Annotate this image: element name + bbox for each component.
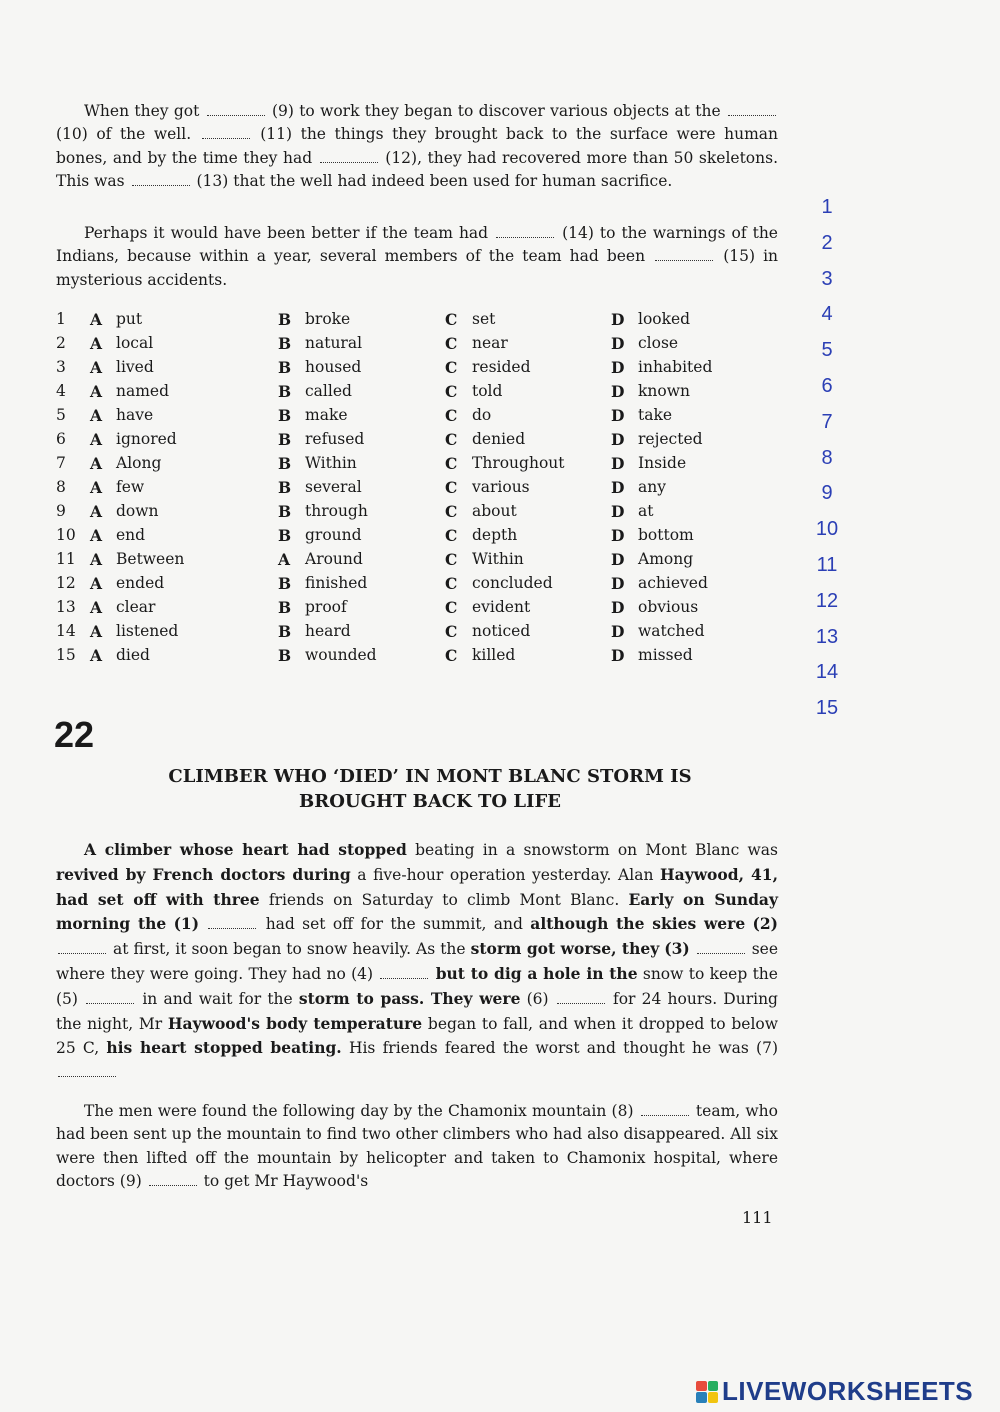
option-la: A xyxy=(90,454,103,473)
option-lb: B xyxy=(278,574,292,593)
option-c: various xyxy=(472,478,530,496)
answer-field-13[interactable]: 13 xyxy=(815,625,839,648)
option-c: resided xyxy=(472,358,531,376)
option-num: 15 xyxy=(56,646,76,664)
option-row xyxy=(56,598,776,622)
bold-text: (2) xyxy=(752,914,778,934)
text: snow to keep the (5) xyxy=(56,964,778,1008)
option-b: heard xyxy=(305,622,351,640)
option-a: have xyxy=(116,406,154,424)
option-a: lived xyxy=(116,358,154,376)
option-row xyxy=(56,334,776,358)
option-num: 4 xyxy=(56,382,66,400)
answer-field-2[interactable]: 2 xyxy=(821,231,833,254)
option-d: bottom xyxy=(638,526,694,544)
text: (11) the things they brought back to the surface were human bones, and by the time they had xyxy=(56,125,778,167)
option-la: A xyxy=(90,502,103,521)
text: Perhaps it would have been better if the team had xyxy=(84,224,489,242)
text: beating in a snowstorm on Mont Blanc was xyxy=(415,841,779,859)
option-lb: B xyxy=(278,406,292,425)
option-lb: B xyxy=(278,502,292,521)
text: The men were found the following day by the Chamonix mountain (8) xyxy=(84,1102,634,1120)
text: (13) that the well had indeed been used for human sacrifice. xyxy=(196,171,673,190)
option-a: ended xyxy=(116,574,165,592)
text: to get Mr Haywood's xyxy=(203,1171,369,1190)
text: When they got xyxy=(84,102,200,120)
option-d: inhabited xyxy=(638,358,713,376)
option-c: set xyxy=(472,310,496,328)
option-d: watched xyxy=(638,622,705,640)
option-c: told xyxy=(472,382,503,400)
answer-field-10[interactable]: 10 xyxy=(815,518,839,541)
gap-10 xyxy=(728,103,776,116)
option-b: natural xyxy=(305,334,363,352)
option-ld: D xyxy=(611,622,625,641)
option-lc: C xyxy=(445,502,458,521)
gap-9-bottom xyxy=(149,1173,197,1186)
option-b: through xyxy=(305,502,368,520)
text: (10) of the well. xyxy=(56,125,192,144)
option-row xyxy=(56,502,776,526)
option-lb: B xyxy=(278,454,292,473)
text: (9) to work they began to discover various objects at the xyxy=(271,102,721,120)
option-la: A xyxy=(90,646,103,665)
bold-text: although the skies were xyxy=(530,914,746,934)
option-row xyxy=(56,550,776,574)
gap-7 xyxy=(58,1064,116,1077)
option-num: 12 xyxy=(56,574,76,592)
option-num: 5 xyxy=(56,406,66,424)
option-la: A xyxy=(90,334,103,353)
option-c: do xyxy=(472,406,492,424)
title-line-1: CLIMBER WHO ‘DIED’ IN MONT BLANC STORM IS xyxy=(168,766,692,787)
option-num: 7 xyxy=(56,454,66,472)
text: His friends feared the worst and thought he was (7) xyxy=(348,1039,778,1058)
gap-13 xyxy=(132,173,190,186)
option-la: A xyxy=(90,406,103,425)
answer-field-15[interactable]: 15 xyxy=(815,697,839,720)
bold-text: A climber whose heart had stopped xyxy=(84,840,407,859)
option-num: 14 xyxy=(56,622,76,640)
option-num: 1 xyxy=(56,310,66,328)
option-num: 9 xyxy=(56,502,66,520)
option-a: few xyxy=(116,478,145,496)
option-d: rejected xyxy=(638,430,703,448)
option-lb: B xyxy=(278,598,292,617)
answer-field-11[interactable]: 11 xyxy=(816,554,838,576)
option-b: make xyxy=(305,406,348,424)
option-a: ignored xyxy=(116,430,177,448)
option-d: obvious xyxy=(638,598,699,616)
option-ld: D xyxy=(611,454,625,473)
option-b: proof xyxy=(305,598,347,616)
text: had set off for the summit, and xyxy=(265,915,523,934)
option-a: clear xyxy=(116,598,156,616)
text: at first, it soon began to snow heavily. As the xyxy=(113,940,466,959)
unit-number: 22 xyxy=(54,714,95,755)
page-number: 111 xyxy=(742,1208,773,1227)
option-ld: D xyxy=(611,598,625,617)
text: for 24 hours. During the night, Mr xyxy=(56,989,778,1033)
answer-field-9[interactable]: 9 xyxy=(821,482,833,505)
option-lb: B xyxy=(278,622,292,641)
option-row xyxy=(56,574,776,598)
option-c: depth xyxy=(472,526,518,544)
option-ld: D xyxy=(611,646,625,665)
article-paragraph-1 xyxy=(56,838,778,1085)
option-lb: B xyxy=(278,382,292,401)
text: (14) to the warnings of the Indians, because within a year, several members of the team had been xyxy=(56,224,778,266)
bold-text: his heart stopped beating. xyxy=(106,1038,342,1058)
option-d: take xyxy=(638,406,673,424)
option-lc: C xyxy=(445,406,458,425)
option-ld: D xyxy=(611,430,625,449)
option-row xyxy=(56,310,776,334)
option-b: called xyxy=(305,382,352,400)
option-ld: D xyxy=(611,478,625,497)
option-ld: D xyxy=(611,502,625,521)
option-lb: B xyxy=(278,310,292,329)
option-b: several xyxy=(305,478,362,496)
option-num: 13 xyxy=(56,598,76,616)
option-c: Within xyxy=(472,550,524,568)
gap-5 xyxy=(86,991,134,1004)
option-ld: D xyxy=(611,406,625,425)
option-b: Around xyxy=(305,550,363,568)
option-b: wounded xyxy=(305,646,377,664)
logo-text: LIVEWORKSHEETS xyxy=(722,1376,974,1406)
option-d: known xyxy=(638,382,690,400)
option-b: ground xyxy=(305,526,362,544)
option-d: at xyxy=(638,502,654,520)
option-b: broke xyxy=(305,310,351,328)
option-num: 10 xyxy=(56,526,76,544)
option-a: down xyxy=(116,502,159,520)
article-paragraph-2 xyxy=(56,1100,778,1193)
option-ld: D xyxy=(611,334,625,353)
option-row xyxy=(56,478,776,502)
answer-field-12[interactable]: 12 xyxy=(815,589,839,612)
text: see where they were going. They had no (4) xyxy=(56,940,778,983)
option-d: missed xyxy=(638,646,693,664)
option-row xyxy=(56,382,776,406)
gap-2 xyxy=(58,941,106,954)
option-b: housed xyxy=(305,358,362,376)
option-la: A xyxy=(90,622,103,641)
option-c: concluded xyxy=(472,574,553,592)
answer-field-6[interactable]: 6 xyxy=(821,375,833,397)
option-d: Inside xyxy=(638,454,687,472)
answer-field-14[interactable]: 14 xyxy=(815,661,839,684)
option-lb: B xyxy=(278,334,292,353)
option-ld: D xyxy=(611,526,625,545)
option-row xyxy=(56,526,776,550)
option-a: named xyxy=(116,382,170,400)
option-ld: D xyxy=(611,382,625,401)
bold-text: revived by French doctors during xyxy=(56,864,351,884)
bold-text: storm to pass. They were xyxy=(298,988,521,1008)
option-row xyxy=(56,622,776,646)
gap-6 xyxy=(557,991,605,1004)
gap-15 xyxy=(655,248,713,261)
option-b: finished xyxy=(305,574,368,592)
option-b: refused xyxy=(305,430,365,448)
title-line-2: BROUGHT BACK TO LIFE xyxy=(299,791,561,812)
option-d: Among xyxy=(638,550,694,568)
text: in and wait for the xyxy=(142,989,293,1008)
option-lb: B xyxy=(278,526,292,545)
option-ld: D xyxy=(611,310,625,329)
gap-12 xyxy=(320,150,378,163)
option-num: 2 xyxy=(56,334,66,352)
bold-text: (1) xyxy=(173,914,200,934)
option-d: achieved xyxy=(638,574,708,592)
option-a: died xyxy=(116,646,150,664)
answer-field-4[interactable]: 4 xyxy=(821,303,833,326)
logo-mark-icon xyxy=(696,1381,718,1403)
text: began to fall, and when it dropped to below 25 C, xyxy=(56,1014,778,1058)
option-la: A xyxy=(90,574,103,593)
option-la: A xyxy=(90,550,103,569)
option-d: looked xyxy=(638,310,691,328)
option-c: Throughout xyxy=(472,454,565,472)
option-a: Between xyxy=(116,550,185,568)
options-table xyxy=(56,310,776,670)
option-lc: C xyxy=(445,430,458,449)
option-c: killed xyxy=(472,646,516,664)
option-a: local xyxy=(116,334,154,352)
option-lc: C xyxy=(445,646,458,665)
option-d: close xyxy=(638,334,679,352)
option-c: noticed xyxy=(472,622,531,640)
article-title xyxy=(100,764,760,814)
option-a: put xyxy=(116,310,143,328)
text: team, who had been sent up the mountain to find two other climbers who had also disappeared. All six were then lifted off the mountain by helicopter and taken to Chamonix hospital, where doctors (9) xyxy=(56,1102,778,1190)
option-lb: B xyxy=(278,358,292,377)
option-b: Within xyxy=(305,454,357,472)
option-num: 11 xyxy=(56,550,76,568)
option-ld: D xyxy=(611,550,625,569)
text: (6) xyxy=(526,989,549,1008)
answer-field-5[interactable]: 5 xyxy=(821,339,833,362)
text: (12), they had recovered more than 50 skeletons. This was xyxy=(56,148,779,190)
text: friends on Saturday to climb Mont Blanc. xyxy=(268,890,620,909)
option-lb: A xyxy=(278,550,291,569)
option-ld: D xyxy=(611,574,625,593)
liveworksheets-logo xyxy=(696,1376,973,1407)
option-lc: C xyxy=(445,622,458,641)
option-lc: C xyxy=(445,358,458,377)
gap-8 xyxy=(641,1103,689,1116)
bold-text: (3) xyxy=(664,939,690,959)
gap-11 xyxy=(202,126,250,139)
option-la: A xyxy=(90,478,103,497)
text: a five-hour operation yesterday. Alan xyxy=(357,865,654,884)
passage-paragraph-1 xyxy=(56,100,778,193)
option-num: 3 xyxy=(56,358,66,376)
answer-field-3[interactable]: 3 xyxy=(821,267,833,290)
passage-paragraph-2 xyxy=(56,222,778,292)
bold-text: but to dig a hole in the xyxy=(435,963,638,983)
text: (15) in mysterious accidents. xyxy=(56,247,779,289)
option-la: A xyxy=(90,310,103,329)
answer-field-1[interactable]: 1 xyxy=(821,196,833,218)
option-row xyxy=(56,358,776,382)
option-num: 8 xyxy=(56,478,66,496)
gap-3 xyxy=(697,941,745,954)
option-la: A xyxy=(90,598,103,617)
option-c: evident xyxy=(472,598,531,616)
option-la: A xyxy=(90,382,103,401)
option-la: A xyxy=(90,358,103,377)
gap-4 xyxy=(380,966,428,979)
option-lc: C xyxy=(445,574,458,593)
option-c: denied xyxy=(472,430,526,448)
option-row xyxy=(56,454,776,478)
option-lc: C xyxy=(445,382,458,401)
bold-text: Haywood, 41, had set off with three xyxy=(56,864,778,909)
gap-9 xyxy=(207,103,265,116)
option-lc: C xyxy=(445,526,458,545)
option-a: end xyxy=(116,526,146,544)
option-lb: B xyxy=(278,430,292,449)
option-lb: B xyxy=(278,478,292,497)
option-num: 6 xyxy=(56,430,66,448)
option-la: A xyxy=(90,430,103,449)
option-lc: C xyxy=(445,454,458,473)
option-lc: C xyxy=(445,598,458,617)
option-la: A xyxy=(90,526,103,545)
option-row xyxy=(56,406,776,430)
answer-field-7[interactable]: 7 xyxy=(821,410,833,433)
option-lc: C xyxy=(445,310,458,329)
gap-1 xyxy=(208,916,256,929)
option-a: Along xyxy=(116,454,162,472)
option-lb: B xyxy=(278,646,292,665)
bold-text: storm got worse, they xyxy=(470,939,660,959)
option-lc: C xyxy=(445,334,458,353)
bold-text: Haywood's body temperature xyxy=(167,1013,423,1033)
option-a: listened xyxy=(116,622,179,640)
bold-text: Early on Sunday morning the xyxy=(56,889,778,934)
gap-14 xyxy=(496,225,554,238)
option-d: any xyxy=(638,478,666,496)
option-ld: D xyxy=(611,358,625,377)
option-row xyxy=(56,430,776,454)
answer-field-8[interactable]: 8 xyxy=(821,446,833,469)
option-lc: C xyxy=(445,550,458,569)
option-lc: C xyxy=(445,478,458,497)
option-c: about xyxy=(472,502,517,520)
option-row xyxy=(56,646,776,670)
option-c: near xyxy=(472,334,508,352)
